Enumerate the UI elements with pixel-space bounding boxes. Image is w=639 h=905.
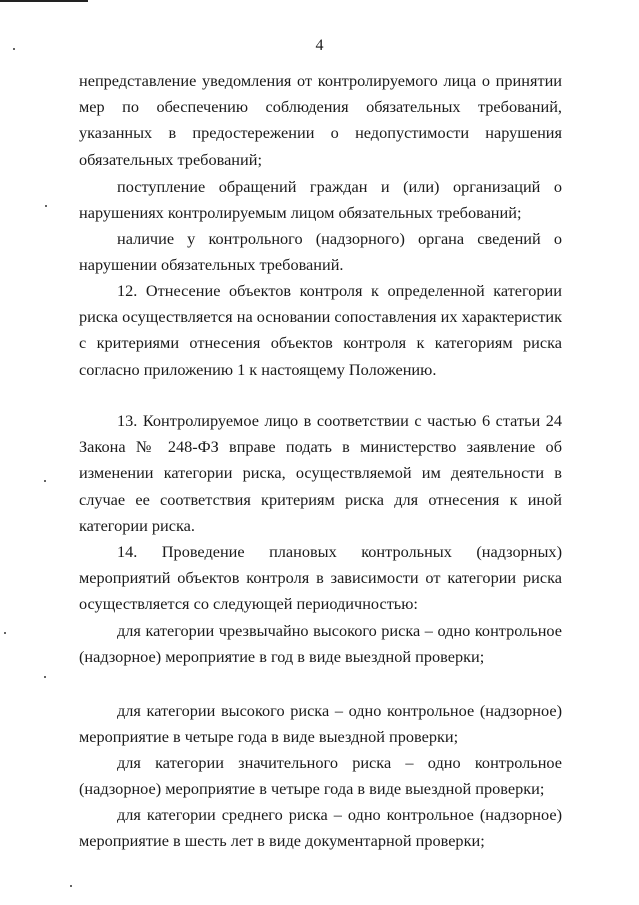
list-item-high-risk: для категории высокого риска – одно контрольное (надзорное) мероприятие в четыре года в виде выездной проверки;: [79, 701, 562, 747]
scan-speck: [4, 632, 6, 634]
paragraph-item-12: 12. Отнесение объектов контроля к определенной категории риска осуществляется на основании сопоставления их характеристик с критериями отнесения объектов контроля к категориям риска согласно приложению 1 к настоящему Положению.: [79, 281, 562, 379]
paragraph-2: поступление обращений граждан и (или) организаций о нарушениях контролируемым лицом обязательных требований;: [79, 177, 562, 223]
scan-speck: [44, 676, 46, 678]
list-item-extremely-high-risk: для категории чрезвычайно высокого риска – одно контрольное (надзорное) мероприятие в год в виде выездной проверки;: [79, 621, 562, 667]
list-item-medium-risk: для категории среднего риска – одно контрольное (надзорное) мероприятие в шесть лет в виде документарной проверки;: [79, 805, 562, 851]
scan-speck: [45, 205, 47, 207]
page-number: 4: [315, 37, 324, 54]
top-rule: [0, 0, 88, 2]
paragraph-3: наличие у контрольного (надзорного) органа сведений о нарушении обязательных требований.: [79, 229, 562, 275]
paragraph-item-14: 14. Проведение плановых контрольных (надзорных) мероприятий объектов контроля в зависимости от категории риска осуществляется со следующей периодичностью:: [79, 542, 562, 614]
paragraph-item-13: 13. Контролируемое лицо в соответствии с частью 6 статьи 24 Закона № 248-ФЗ вправе подать в министерство заявление об изменении категории риска, осуществляемой им деятельности в случае ее соответствия критериям риска для отнесения к иной категории риска.: [79, 411, 562, 535]
scan-speck: [44, 480, 46, 482]
list-item-significant-risk: для категории значительного риска – одно контрольное (надзорное) мероприятие в четыре года в виде выездной проверки;: [79, 753, 562, 799]
scan-speck: [70, 885, 72, 887]
paragraph-1: непредставление уведомления от контролируемого лица о принятии мер по обеспечению соблюдения обязательных требований, указанных в предостережении о недопустимости нарушения обязательных требований;: [79, 71, 562, 169]
